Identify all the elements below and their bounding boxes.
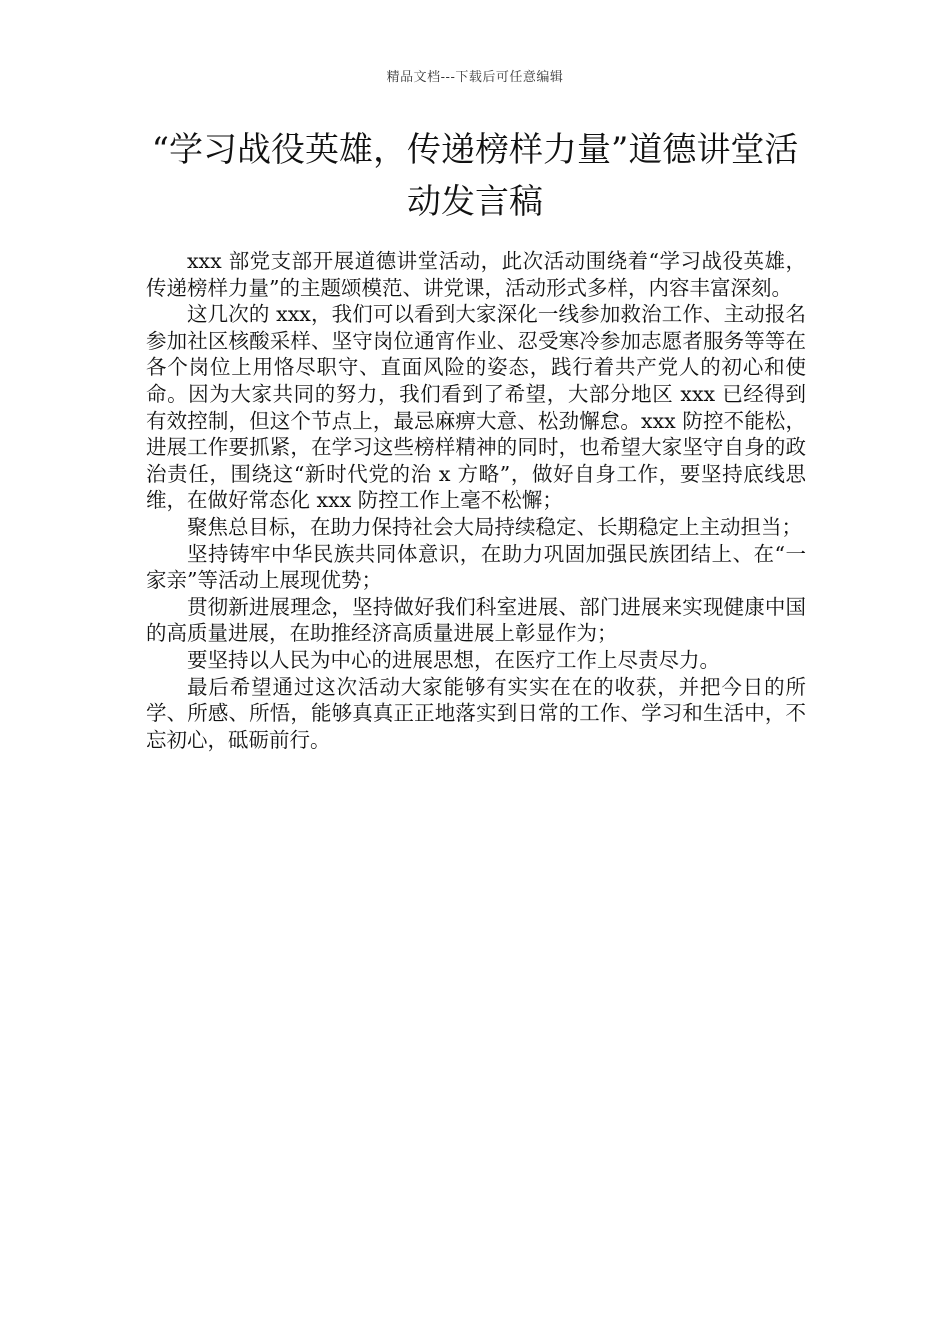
paragraph: 这几次的 xxx，我们可以看到大家深化一线参加救治工作、主动报名参加社区核酸采样、坚守岗位通宵作业、忍受寒冷参加志愿者服务等等在各个岗位上用恪尽职守、直面风险的姿态，践行着共产党人的初心和使命。因为大家共同的努力，我们看到了希望，大部分地区 xxx 已经得到有效控制，但这个节点上，最忌麻痹大意、松劲懈怠。xxx 防控不能松，进展工作要抓紧，在学习这些榜样精神的同时，也希望大家坚守自身的政治责任，围绕这“新时代党的治 x 方略”，做好自身工作，要坚持底线思维，在做好常态化 xxx 防控工作上毫不松懈； [146, 302, 806, 513]
paragraph: 贯彻新进展理念，坚持做好我们科室进展、部门进展来实现健康中国的高质量进展，在助推经济高质量进展上彰显作为； [146, 594, 806, 646]
header-note: 精品文档---下载后可任意编辑 [386, 70, 564, 85]
paragraph: 坚持铸牢中华民族共同体意识，在助力巩固加强民族团结上、在“一家亲”等活动上展现优势； [146, 541, 806, 593]
paragraph: xxx 部党支部开展道德讲堂活动，此次活动围绕着“学习战役英雄，传递榜样力量”的主题颂模范、讲党课，活动形式多样，内容丰富深刻。 [146, 249, 806, 300]
paragraph: 最后希望通过这次活动大家能够有实实在在的收获，并把今日的所学、所感、所悟，能够真真正正地落实到日常的工作、学习和生活中，不忘初心，砥砺前行。 [146, 674, 806, 752]
document-title: “学习战役英雄，传递榜样力量”道德讲堂活动发言稿 [151, 130, 799, 222]
document-body [146, 248, 806, 753]
paragraph: 要坚持以人民为中心的进展思想，在医疗工作上尽责尽力。 [187, 647, 720, 672]
paragraph: 聚焦总目标，在助力保持社会大局持续稳定、长期稳定上主动担当； [187, 514, 802, 539]
